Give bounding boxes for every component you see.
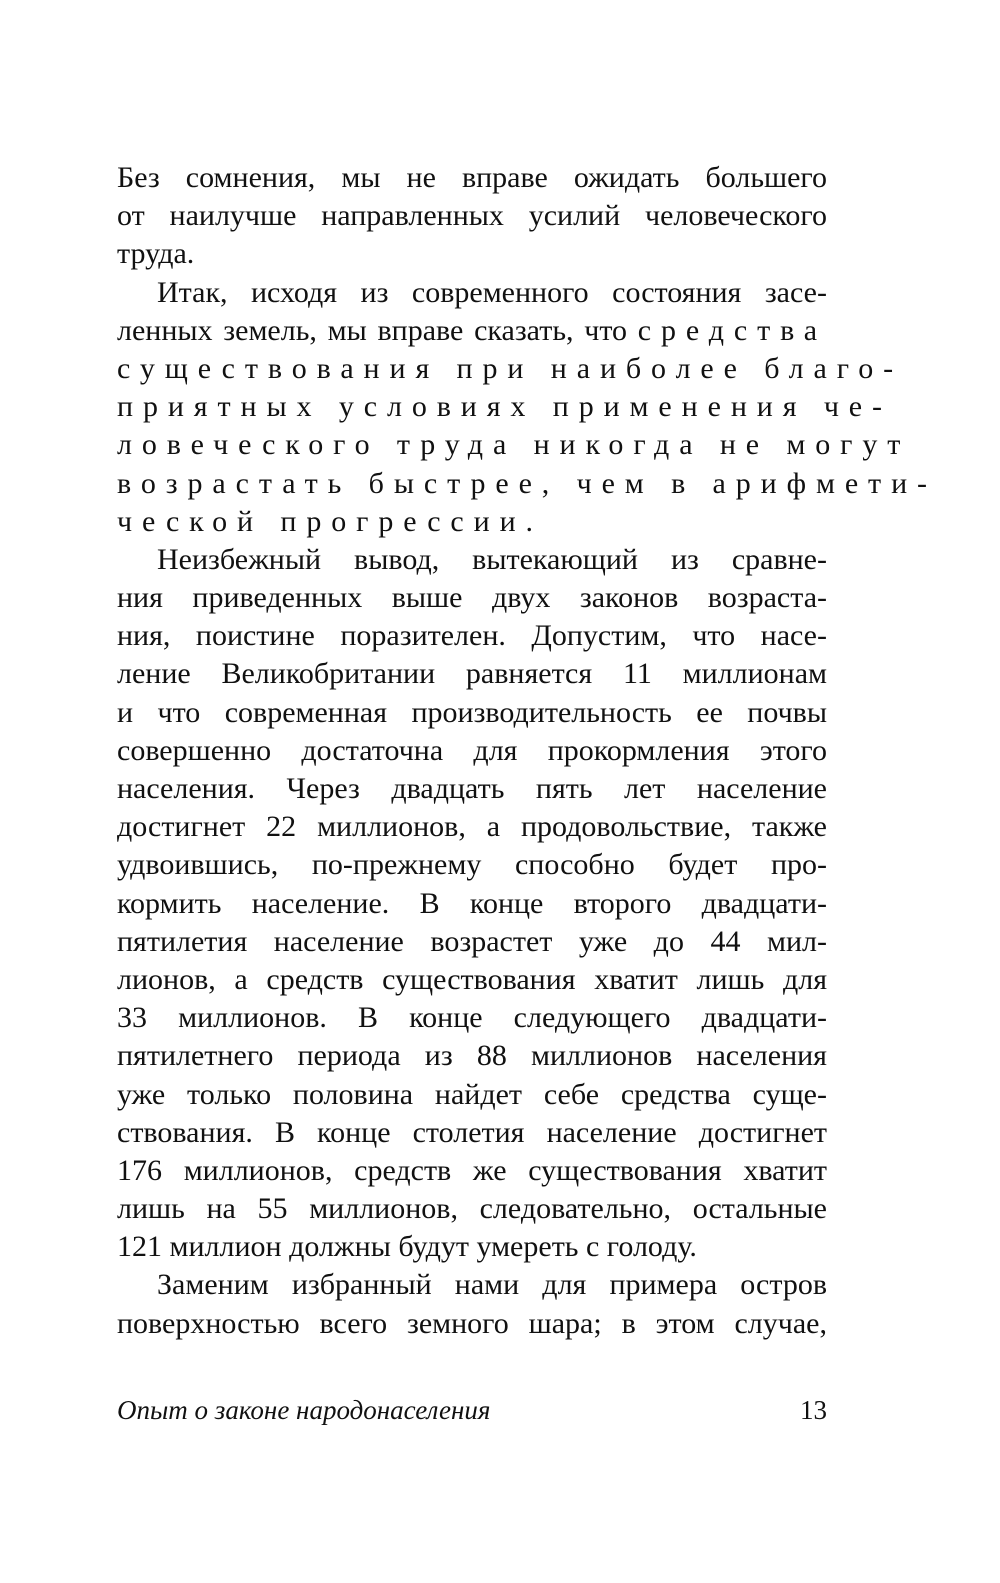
text-line-emphasis: ческой прогрессии. xyxy=(117,504,543,538)
text-line: Без сомнения, мы не вправе ожидать большего xyxy=(117,161,827,194)
text-line: населения. Через двадцать пять лет население xyxy=(117,772,827,805)
page-number: 13 xyxy=(800,1395,827,1425)
text-fragment: ленных земель, мы вправе сказать, что xyxy=(117,313,638,347)
text-line: ния приведенных выше двух законов возраста- xyxy=(117,581,827,615)
text-line-emphasis: возрастать быстрее, чем в арифмети- xyxy=(117,466,937,500)
paragraph-3 xyxy=(117,541,827,1267)
paragraph-4 xyxy=(117,1266,827,1342)
text-line-emphasis: ловеческого труда никогда не могут xyxy=(117,428,911,462)
text-line: Неизбежный вывод, вытекающий из сравне- xyxy=(157,542,827,576)
emphasis-spaced: средства xyxy=(637,313,827,347)
text-line: ния, поистине поразителен. Допустим, что насе- xyxy=(117,619,827,653)
text-line: достигнет 22 миллионов, а продовольствие, также xyxy=(117,810,827,844)
text-line: труда. xyxy=(117,237,195,271)
page-body xyxy=(117,159,937,1343)
paragraph-2 xyxy=(117,274,937,541)
text-line-emphasis: приятных условиях применения че- xyxy=(117,390,892,424)
text-line: удвоившись, по-прежнему способно будет про- xyxy=(117,848,827,882)
text-line-emphasis: существования при наиболее благо- xyxy=(117,351,904,385)
text-line: 121 миллион должны будут умереть с голоду. xyxy=(117,1230,697,1264)
text-line: и что современная производительность ее почвы xyxy=(117,695,827,729)
text-line: Заменим избранный нами для примера остров xyxy=(157,1268,827,1302)
paragraph-1 xyxy=(117,159,827,274)
text-line xyxy=(117,312,827,350)
text-line: ствования. В конце столетия население достигнет xyxy=(117,1115,827,1149)
text-line: пятилетия население возрастет уже до 44 мил- xyxy=(117,924,827,958)
text-line: 176 миллионов, средств же существования хватит xyxy=(117,1153,827,1187)
page-footer xyxy=(117,1390,827,1430)
text-line: ление Великобритании равняется 11 миллионам xyxy=(117,657,827,691)
text-line: поверхностью всего земного шара; в этом случае, xyxy=(117,1306,827,1340)
text-line: пятилетнего периода из 88 миллионов населения xyxy=(117,1039,827,1073)
text-line: совершенно достаточна для прокормления этого xyxy=(117,733,827,767)
text-line: лионов, а средств существования хватит лишь для xyxy=(117,962,827,996)
running-title: Опыт о законе народонаселения xyxy=(117,1395,491,1425)
text-line: кормить население. В конце второго двадцати- xyxy=(117,886,827,920)
text-line: лишь на 55 миллионов, следовательно, остальные xyxy=(117,1192,827,1226)
text-line: Итак, исходя из современного состояния засе- xyxy=(157,275,827,309)
text-line: от наилучше направленных усилий человеческого xyxy=(117,199,827,233)
text-line: уже только половина найдет себе средства суще- xyxy=(117,1077,827,1111)
text-line: 33 миллионов. В конце следующего двадцати- xyxy=(117,1001,827,1035)
